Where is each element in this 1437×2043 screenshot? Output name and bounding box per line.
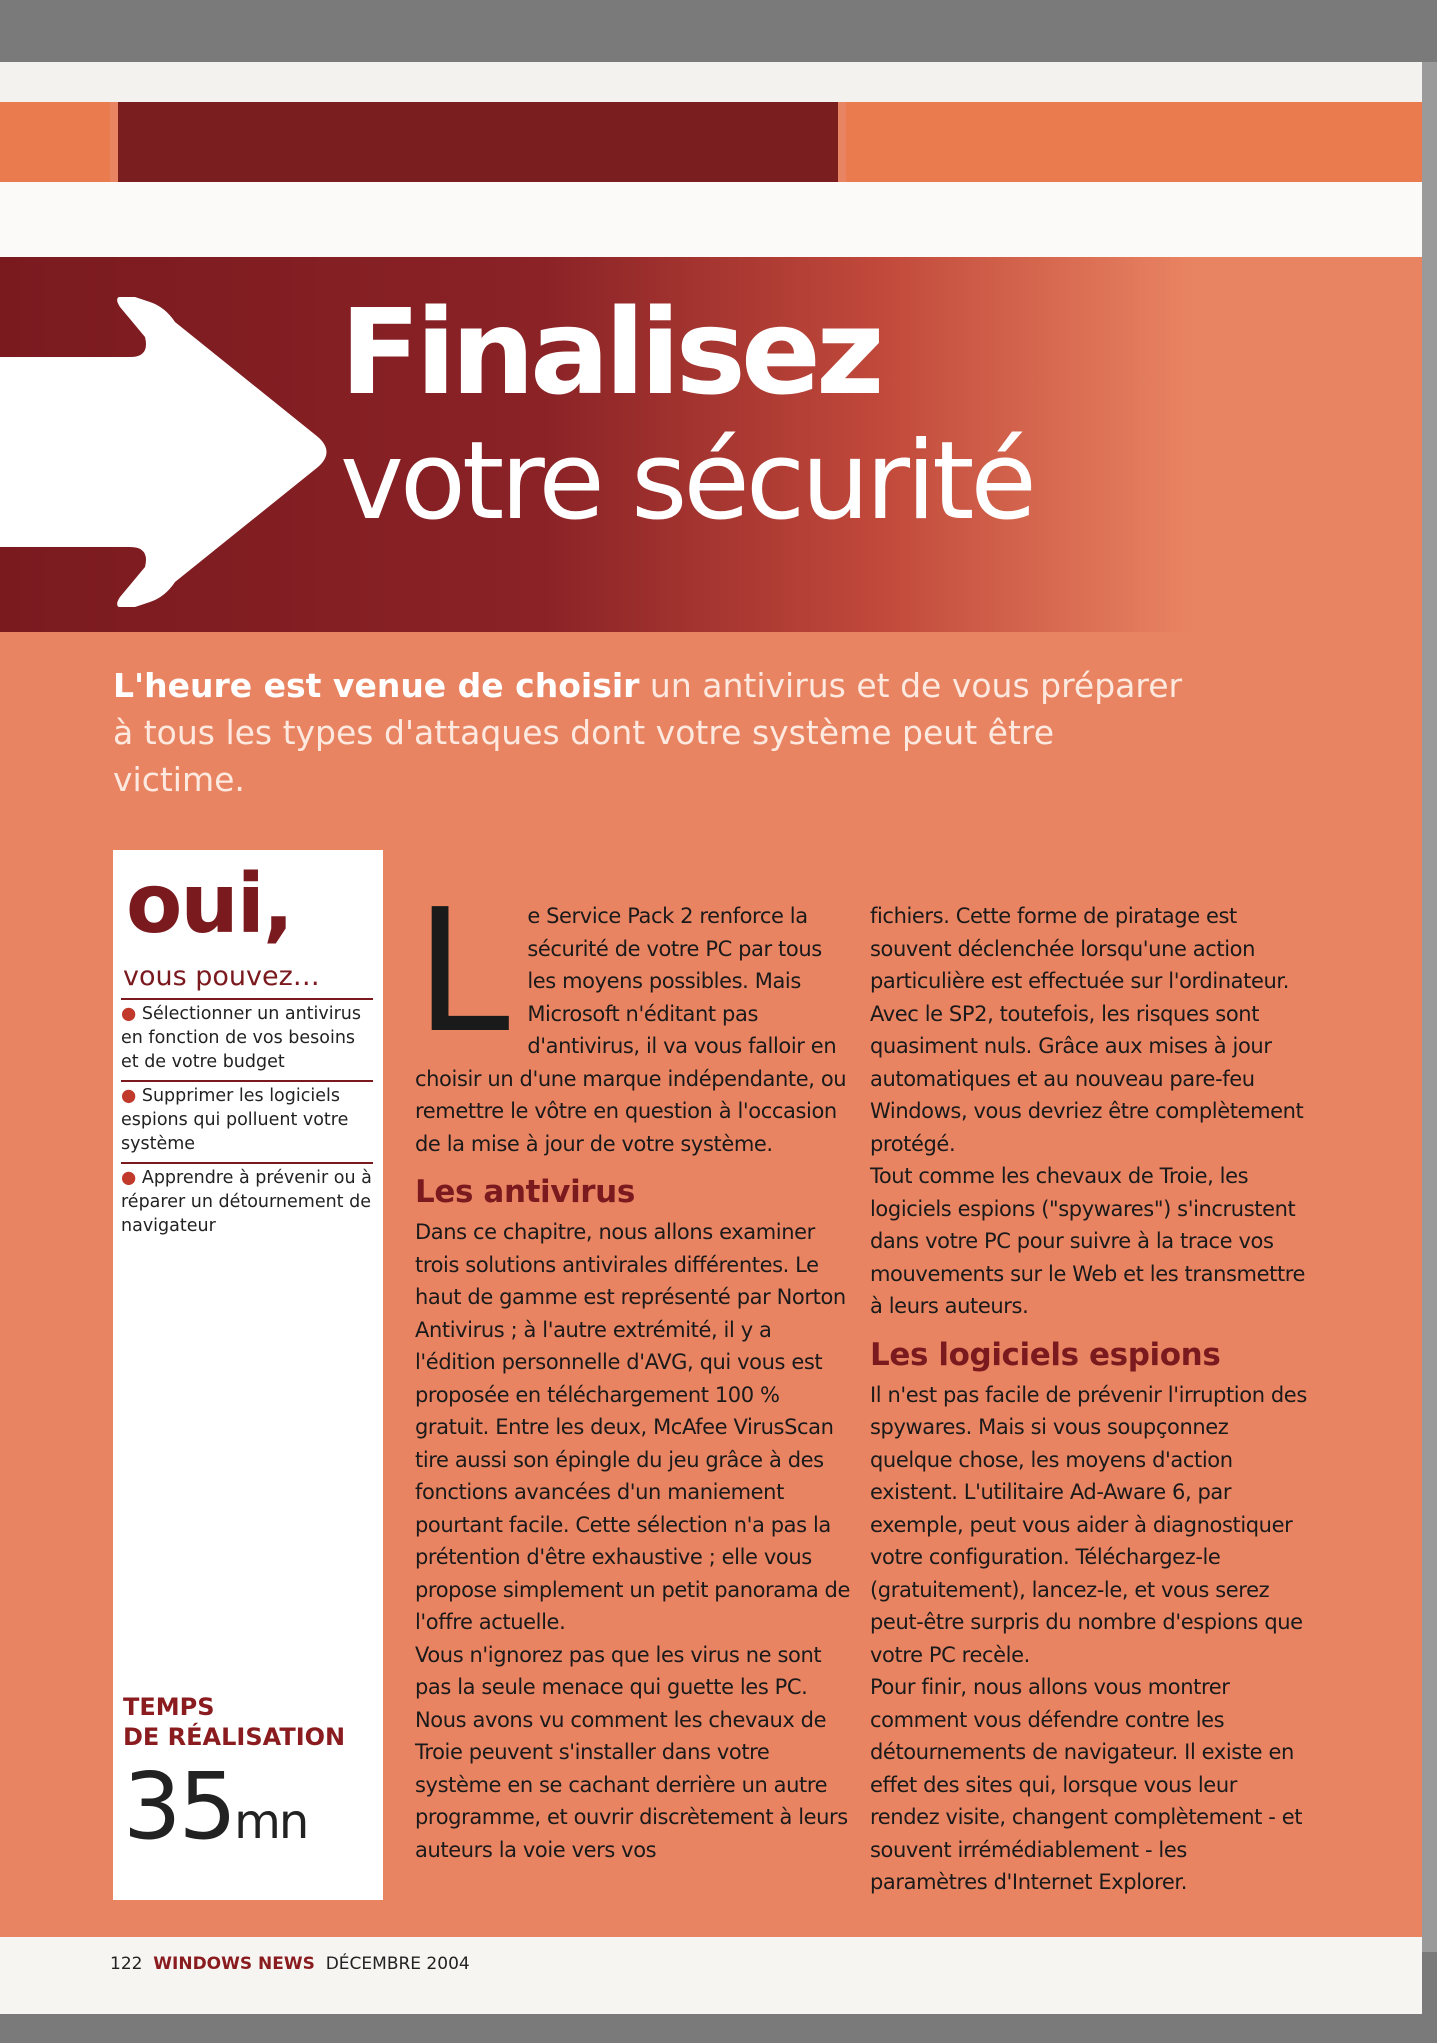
title-banner [0,257,1422,632]
subhead-antivirus: Les antivirus [415,1174,635,1210]
list-item-text: Apprendre à prévenir ou à réparer un détournement de navigateur [121,1168,372,1236]
magazine-brand: WINDOWS NEWS [153,1954,315,1974]
page-edge [1422,62,1437,1952]
drop-cap: L [415,873,510,1071]
intro-bold: L'heure est venue de choisir [113,666,640,705]
intro-text: un antivirus et de vous préparer à tous les types d'attaques dont votre système peut être victime. [113,666,1183,799]
article-column-2 [870,900,1310,1899]
header-band-left [0,102,110,182]
list-item [121,998,373,1080]
arrow-icon [0,297,340,607]
bullet-icon: ● [121,1086,142,1106]
temps-number: 35 [123,1753,235,1860]
paragraph-6: Pour finir, nous allons vous montrer comment vous défendre contre les détournements de navigateur. Il existe en effet des sites qui, lorsque vous leur rendez visite, changent complètement - et souvent irrémédiablement - les paramètres d'Internet Explorer. [870,1675,1303,1894]
page-number: 122 [110,1954,143,1974]
temps-label-line2: DE RÉALISATION [123,1723,346,1751]
footer-strip [0,1937,1422,2014]
list-item [121,1080,373,1162]
sidebar-vous-pouvez: vous pouvez… [123,961,320,992]
magazine-page [0,62,1422,1974]
list-item-text: Supprimer les logiciels espions qui polluent votre système [121,1086,349,1154]
sidebar-box [113,850,383,1900]
sidebar-oui: oui, [126,857,292,952]
paragraph-5: Il n'est pas facile de prévenir l'irruption des spywares. Mais si vous soupçonnez quelque chose, les moyens d'action existent. L'utilitaire Ad-Aware 6, par exemple, peut vous aider à diagnostiquer votre configuration. Téléchargez-le (gratuitement), lancez-le, et vous serez peut-être surpris du nombre d'espions que votre PC recèle. [870,1382,1307,1667]
paragraph-3-continued: fichiers. Cette forme de piratage est souvent déclenchée lorsqu'une action particulière est effectuée sur l'ordinateur. Avec le SP2, toutefois, les risques sont quasiment nuls. Grâce aux mises à jour automatiques et au nouveau pare-feu Windows, vous devriez être complètement protégé. [870,904,1304,1156]
issue-date: DÉCEMBRE 2004 [325,1954,470,1974]
paragraph-1: e Service Pack 2 renforce la sécurité de votre PC par tous les moyens possibles. Mais Microsoft n'éditant pas d'antivirus, il va vous falloir en choisir un d'une marque indépendante, ou remettre le vôtre en question à l'occasion de la mise à jour de votre système. [415,904,847,1156]
header-white-strip [0,182,1422,257]
temps-label-line1: TEMPS [123,1693,215,1721]
top-margin [0,62,1422,102]
bullet-icon: ● [121,1168,142,1188]
paragraph-4: Tout comme les chevaux de Troie, les logiciels espions ("spywares") s'incrustent dans votre PC pour suivre à la trace vos mouvements sur le Web et les transmettre à leurs auteurs. [870,1164,1306,1318]
intro-paragraph [113,662,1193,803]
list-item [121,1162,373,1244]
page-footer [110,1954,470,1974]
header-band-dark [118,102,838,182]
paragraph-2: Dans ce chapitre, nous allons examiner trois solutions antivirales différentes. Le haut de gamme est représenté par Norton Antivirus ; à l'autre extrémité, il y a l'édition personnelle d'AVG, qui vous est proposée en téléchargement 100 % gratuit. Entre les deux, McAfee VirusScan tire aussi son épingle du jeu grâce à des fonctions avancées d'un maniement pourtant facile. Cette sélection n'a pas la prétention d'être exhaustive ; elle vous propose simplement un petit panorama de l'offre actuelle. [415,1220,851,1634]
page-subtitle: votre sécurité [340,419,1033,544]
subhead-espions: Les logiciels espions [870,1336,1221,1373]
temps-unit: mn [234,1794,308,1850]
page-title: Finalisez [340,283,880,421]
temps-value [123,1752,307,1877]
temps-label [123,1692,345,1752]
paragraph-3: Vous n'ignorez pas que les virus ne sont pas la seule menace qui guette les PC. Nous avons vu comment les chevaux de Troie peuvent s'installer dans votre système en se cachant derrière un autre programme, et ouvrir discrètement à leurs auteurs la voie vers vos [415,1642,848,1862]
list-item-text: Sélectionner un antivirus en fonction de vos besoins et de votre budget [121,1004,362,1072]
bullet-icon: ● [121,1004,142,1024]
header-band-right [846,102,1422,182]
sidebar-list [121,998,373,1244]
article-column-1 [415,873,851,1866]
